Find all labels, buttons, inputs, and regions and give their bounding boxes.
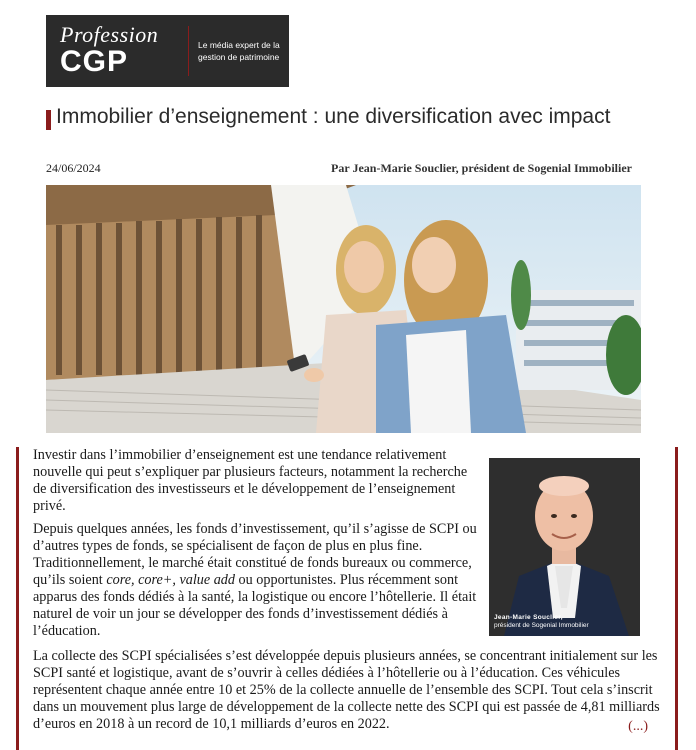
tagline-line-2: gestion de patrimoine: [198, 52, 280, 62]
left-accent-rule: [16, 447, 19, 750]
logo-tagline: [198, 39, 288, 63]
portrait-role: président de Sogenial Immobilier: [494, 622, 589, 629]
title-accent-bar: [46, 110, 51, 130]
logo-separator: [188, 26, 189, 76]
article-title: Immobilier d’enseignement : une diversification avec impact: [56, 105, 611, 128]
paragraph-2-end: ou opportunistes. Plus récemment sont apparus des fonds dédiés à la santé, la logistique ou encore l’hôtellerie. Il était naturel de voir un jour se développer des fonds d’investissement dédiés à l’éducation.: [33, 572, 477, 639]
site-logo[interactable]: [46, 15, 289, 87]
paragraph-2-start: Depuis quelques années, les fonds d’investissement, qu’il s’agisse de SCPI ou d’autres types de fonds, se spécialisent de façon de plus en plus fine. Traditionnellement, le marché était constitué de fonds bureaux ou commerce, qu’ils soient: [33, 521, 477, 588]
article-date: 24/06/2024: [46, 161, 101, 175]
hero-image: [46, 185, 641, 433]
portrait-caption: [494, 614, 634, 630]
portrait-name: Jean-Marie Souclier,: [494, 614, 563, 621]
read-more-link[interactable]: (...): [628, 719, 648, 734]
portrait-illustration: [489, 458, 640, 636]
article-body-column: [33, 447, 483, 646]
logo-word-cgp: CGP: [60, 45, 129, 78]
article-paragraph-1: Investir dans l’immobilier d’enseignement est une tendance relativement nouvelle qui peut s’expliquer par plusieurs facteurs, notamment la recherche de diversification des investisseurs et le développement de l’enseignement privé.: [33, 447, 468, 514]
right-accent-rule: [675, 447, 678, 750]
logo-word-profession: Profession: [60, 22, 159, 47]
article-paragraph-3: La collecte des SCPI spécialisées s’est développée depuis plusieurs années, se concentrant initialement sur les SCPI santé et logistique, avant de s’ouvrir à celles dédiées à l’hôtellerie ou à l’éducation. Ces véhicules représentent chaque année entre 10 et 25% de la collecte annuelle de l’ensemble des SCPI. Tout cela s’inscrit dans un mouvement plus large de développement de la collecte nette des SCPI qui est passée de 4,81 milliards d’euros en 2018 à un record de 10,1 milliards d’euros en 2022.: [33, 648, 660, 732]
paragraph-2-italic: core, core+, value add: [106, 572, 235, 588]
article-paragraph-2: [33, 521, 483, 640]
tagline-line-1: Le média expert de la: [198, 40, 280, 50]
article-author: Par Jean-Marie Souclier, président de Sogenial Immobilier: [331, 161, 632, 175]
hero-illustration: [46, 185, 641, 433]
author-portrait: [489, 458, 640, 636]
